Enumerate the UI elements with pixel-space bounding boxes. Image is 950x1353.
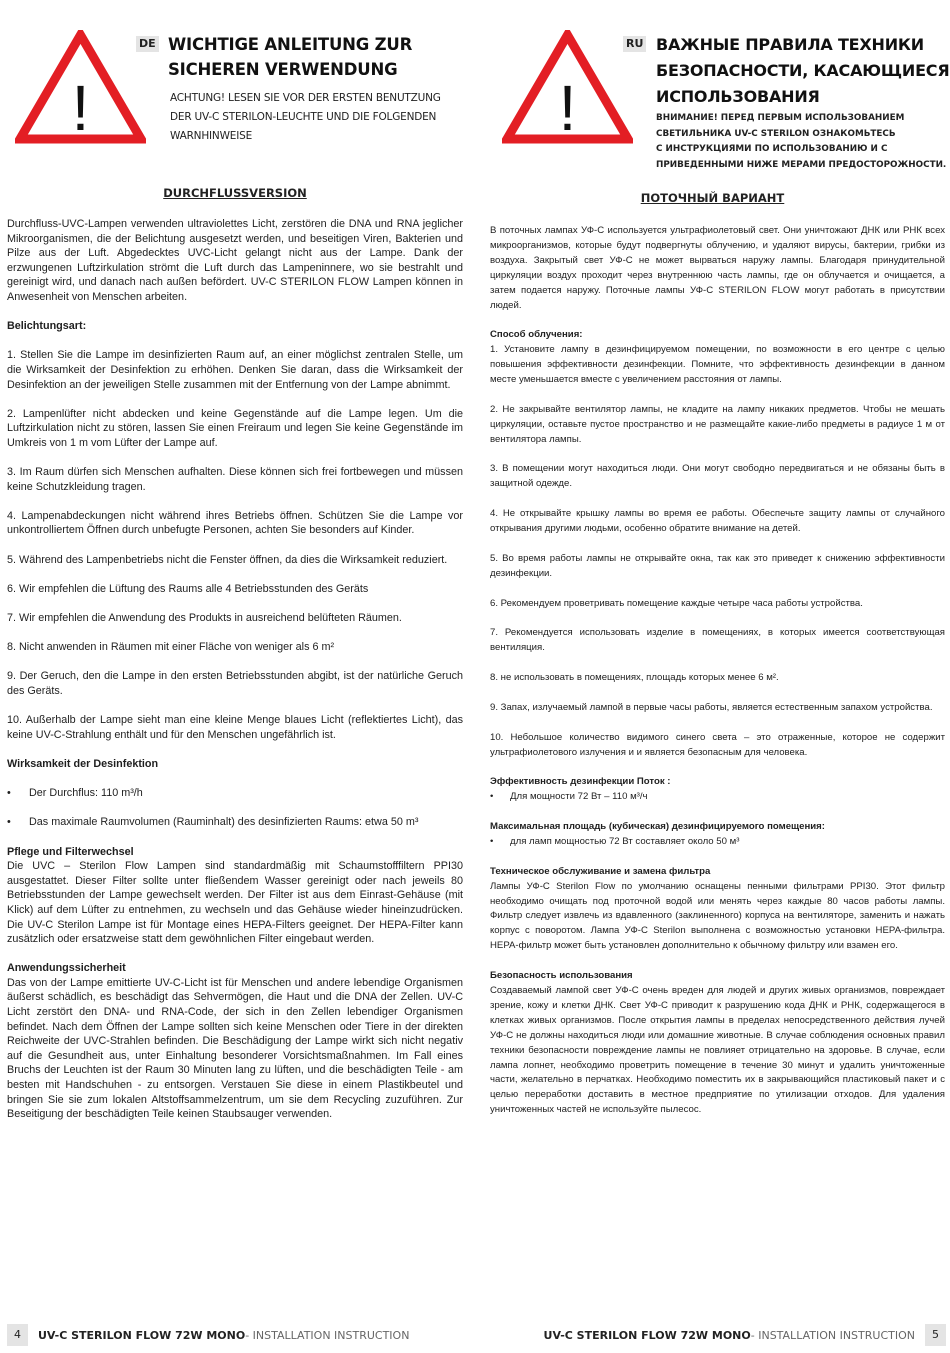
care-heading: Техническое обслуживание и замена фильтра: [490, 865, 711, 877]
care-heading: Pflege und Filterwechsel: [7, 845, 134, 858]
instruction-item: 10. Небольшое количество видимого синего света – это отраженные, которое не содержит ультрафиолетового излучения и и является безопасным для человека.: [490, 731, 945, 758]
efficiency-bullet: • Der Durchflus: 110 m³/h: [7, 786, 463, 801]
safety-heading: Anwendungssicherheit: [7, 962, 126, 975]
title-line: БЕЗОПАСНОСТИ, КАСАЮЩИЕСЯ: [656, 61, 950, 80]
warning-subtitle-de: [170, 89, 441, 146]
intro-paragraph: Durchfluss-UVC-Lampen verwenden ultraviolettes Licht, zerstören die DNA und RNA jeglicher Mikroorganismen, die der Belichtung ausgesetzt werden, und beseitigen Viren, Bakterien und Pilze aus der Luft. Abgedecktes UVC-Licht gelangt nicht aus der Lampe. Dank der erzwungenen Luftzirkulation strömt die Luft durch das Lampeninnere, wo sie bestrahlt und gereinigt wird, und danach nach außen befördert. UV-C STERILON FLOW Lampen können in Anwesenheit von Menschen arbeiten.: [7, 218, 463, 303]
instruction-item: 2. Lampenlüfter nicht abdecken und keine Gegenstände auf die Lampe legen. Um die Luftzirkulation nicht zu stören, lassen Sie einen Freiraum und legen Sie keine Gegenstände im Umkreis von 1 m vom Lüfter der Lampe auf.: [7, 407, 463, 449]
warning-triangle-icon: [15, 30, 146, 144]
instruction-item: 10. Außerhalb der Lampe sieht man eine kleine Menge blaues Licht (reflektiertes Licht), das keine UV-C-Strahlung enthält und für den Menschen ungefährlich ist.: [7, 714, 463, 741]
body-text-de: [7, 217, 463, 1136]
volume-bullet: • Das maximale Raumvolumen (Rauminhalt) des desinfizierten Raums: etwa 50 m³: [7, 815, 463, 830]
footer-suffix: - INSTALLATION INSTRUCTION: [245, 1328, 410, 1342]
subtitle-line: DER UV-C STERILON-LEUCHTE UND DIE FOLGENDEN: [170, 111, 437, 123]
section-heading-ru: ПОТОЧНЫЙ ВАРИАНТ: [640, 191, 785, 205]
subtitle-line: С ИНСТРУКЦИЯМИ ПО ИСПОЛЬЗОВАНИЮ И С: [656, 144, 888, 154]
footer-ru: [544, 1324, 950, 1346]
volume-bullet: • для ламп мощностью 72 Вт составляет около 50 м³: [490, 835, 945, 850]
language-badge-de: DE: [136, 36, 159, 52]
instruction-item: 8. не использовать в помещениях, площадь которых менее 6 м².: [490, 672, 779, 684]
safety-paragraph: Создаваемый лампой свет УФ-С очень вреден для людей и других живых организмов, повреждает зрение, кожу и клетки ДНК. Свет УФ-С приводит к разрушению кода ДНК и РНК, содержащегося в клетках живых организмов. После открытия лампы в пределах непосредственного действия лучей УФ-С не должны находиться люди или домашние животные. В случае соблюдения основных правил техники безопасности повреждение лампы не повлияет отрицательно на здоровье. В случае, если лампа лопнет, необходимо проветрить помещение в течение 30 минут и удалить уничтоженные части, желательно в перчатках. Необходимо поместить их в закрывающийся пластиковый пакет и с целью переработки доставить в местное предприятие по утилизации отходов. Для удаления уничтоженных частей не используйте пылесос.: [490, 985, 945, 1116]
section-heading-de: DURCHFLUSSVERSION: [163, 186, 307, 200]
instruction-item: 8. Nicht anwenden in Räumen mit einer Fläche von weniger als 6 m²: [7, 641, 335, 654]
subtitle-line: ACHTUNG! LESEN SIE VOR DER ERSTEN BENUTZUNG: [170, 92, 441, 104]
instruction-item: 4. Не открывайте крышку лампы во время ее работы. Обеспечьте защиту лампы от случайного открывания другими людьми, особенно обратите внимание на детей.: [490, 508, 945, 535]
title-line: ВАЖНЫЕ ПРАВИЛА ТЕХНИКИ: [656, 35, 924, 54]
instruction-item: 1. Установите лампу в дезинфицируемом помещении, по возможности в его центре с целью повышения эффективности дезинфекции. Помните, что эффективность дезинфекции в данном месте уменьшается вместе с увеличением расстояния от лампы.: [490, 344, 945, 386]
subtitle-line: ПРИВЕДЕННЫМИ НИЖЕ МЕРАМИ ПРЕДОСТОРОЖНОСТИ.: [656, 159, 947, 170]
page-title-ru: [656, 32, 949, 110]
instruction-item: 7. Wir empfehlen die Anwendung des Produkts in ausreichend belüfteten Räumen.: [7, 612, 402, 625]
subtitle-line: ВНИМАНИЕ! ПЕРЕД ПЕРВЫМ ИСПОЛЬЗОВАНИЕМ: [656, 113, 905, 123]
page-number: 4: [7, 1324, 28, 1346]
warning-subtitle-ru: [656, 111, 946, 173]
exposure-heading: Belichtungsart:: [7, 320, 87, 333]
instruction-item: 5. Während des Lampenbetriebs nicht die Fenster öffnen, da dies die Wirksamkeit reduziert.: [7, 553, 448, 566]
subtitle-line: WARNHINWEISE: [170, 130, 252, 142]
footer-product: UV-C STERILON FLOW 72W MONO: [38, 1328, 246, 1342]
area-heading: Максимальная площадь (кубическая) дезинфицируемого помещения:: [490, 821, 825, 833]
svg-text:!: !: [71, 72, 90, 144]
subtitle-line: СВЕТИЛЬНИКА UV-C STERILON ОЗНАКОМЬТЕСЬ: [656, 128, 896, 139]
warning-triangle-icon: [502, 30, 633, 144]
language-badge-ru: RU: [623, 36, 646, 52]
footer-suffix: - INSTALLATION INSTRUCTION: [750, 1328, 915, 1342]
footer-product: UV-C STERILON FLOW 72W MONO: [543, 1328, 751, 1342]
exposure-heading: Способ облучения:: [490, 329, 583, 341]
title-line: WICHTIGE ANLEITUNG ZUR: [168, 35, 413, 54]
instruction-item: 7. Рекомендуется использовать изделие в помещениях, в которых имеется соответствующая вентиляция.: [490, 627, 945, 654]
instruction-item: 1. Stellen Sie die Lampe im desinfizierten Raum auf, an einer möglichst zentralen Stelle, um die Wirksamkeit der Desinfektion zu erhöhen. Denken Sie daran, dass die Wirksamkeit der Desinfektion an der jeweiligen Stelle zusammen mit der Entfernung von der Lampe abnimmt.: [7, 349, 463, 391]
efficiency-bullet: • Для мощности 72 Вт – 110 м³/ч: [490, 790, 945, 805]
instruction-item: 3. Im Raum dürfen sich Menschen aufhalten. Diese können sich frei fortbewegen und müssen keine Schutzkleidung tragen.: [7, 466, 463, 493]
footer-de: [7, 1324, 409, 1346]
instruction-item: 5. Во время работы лампы не открывайте окна, так как это приведет к снижению эффективности дезинфекции.: [490, 552, 945, 579]
instruction-item: 9. Der Geruch, den die Lampe in den ersten Betriebsstunden abgibt, ist der natürliche Geruch des Geräts.: [7, 670, 463, 697]
instruction-item: 4. Lampenabdeckungen nicht während ihres Betriebs öffnen. Schützen Sie die Lampe vor unkontrolliertem Öffnen durch unbefugte Personen, achten Sie besonders auf Kinder.: [7, 509, 463, 537]
instruction-item: 6. Wir empfehlen die Lüftung des Raums alle 4 Betriebsstunden des Geräts: [7, 582, 369, 595]
page-title-de: [168, 32, 412, 82]
title-line: ИСПОЛЬЗОВАНИЯ: [656, 87, 820, 106]
efficiency-heading: Эффективность дезинфекции Поток :: [490, 776, 671, 788]
efficiency-heading: Wirksamkeit der Desinfektion: [7, 757, 159, 770]
intro-paragraph: В поточных лампах УФ-С используется ультрафиолетовый свет. Они уничтожают ДНК или РНК всех микроорганизмов, которые будут подвергнуты облучению, и удаляют вирусы, бактерии, грибки из воздуха. Закрытый свет УФ-С не может вырваться наружу лампы. Благодаря принудительной циркуляции воздух проходит через внутреннюю часть лампы, где он облучается и очищается, а затем подается наружу. Поточные лампы УФ-С STERILON FLOW могут работать в присутствии людей.: [490, 225, 945, 311]
safety-heading: Безопасность использования: [490, 970, 633, 982]
page-number: 5: [925, 1324, 946, 1346]
safety-paragraph: Das von der Lampe emittierte UV-C-Licht ist für Menschen und andere lebendige Organismen äußerst schädlich, es beschädigt das Sehvermögen, die Haut und die DNA der Zellen. UV-C Licht zerstört den DNA- und RNA-Code, der sich in den Zellen lebendiger Organismen befindet. Nach dem Öffnen der Lampe sollten sich keine Menschen oder Tiere in der direkten Reichweite der UVC-Strahlen befinden. Die Beschädigung der Lampe wirkt sich nicht negativ auf die Gesundheit aus, unter Einhaltung besonderer Vorsichtsmaßnahmen. Im Fall eines Bruchs der Leuchten ist der Raum 30 Minuten lang zu lüften, und die beschädigten Teile - am besten mit Handschuhen - zu entsorgen. Verstauen Sie diese in einem Plastikbeutel und bringen Sie sie zum lokalen Altstoffsammelzentrum, um sie dem Recycling zuzuführen. Zur Beseitigung der beschädigten Teile keinen Staubsauger verwenden.: [7, 976, 463, 1121]
instruction-item: 6. Рекомендуем проветривать помещение каждые четыре часа работы устройства.: [490, 597, 863, 609]
care-paragraph: Лампы УФ-С Sterilon Flow по умолчанию оснащены пенными фильтрами PPI30. Этот фильтр необходимо очищать под проточной водой или менять через каждые 80 часов работы лампы. Фильтр следует извлечь из вдавленного (заклиненного) корпуса на вентиляторе, заменить и нажать корпус с поворотом. Лампа УФ-С Sterilon выполнена с возможностью установки HEPA-фильтра. HEPA-фильтр может быть установлен дополнительно к обычному фильтру или взамен его.: [490, 880, 945, 952]
title-line: SICHEREN VERWENDUNG: [168, 60, 398, 79]
body-text-ru: [490, 224, 945, 1133]
svg-text:!: !: [558, 72, 577, 144]
care-paragraph: Die UVC – Sterilon Flow Lampen sind standardmäßig mit Schaumstofffiltern PPI30 ausgestattet. Dieser Filter sollte unter fließendem Wasser gereinigt oder nach jeweils 80 Betriebsstunden der Lampe gewechselt werden. Der Filter ist aus dem Einrast-Gehäuse (mit Klick) auf dem Lüfter zu entnehmen, zu wechseln und das Gehäuse wieder hineinzudrücken. Die UV-C Sterilon Lampe ist für Montage eines HEPA-Filters geeignet. Der HEPA-Filter kann zusätzlich oder ersatzweise statt dem gewöhnlichen Filter eingebaut werden.: [7, 860, 463, 946]
instruction-item: 3. В помещении могут находиться люди. Они могут свободно передвигаться и не обязаны быть в защитной одежде.: [490, 463, 945, 490]
instruction-item: 2. Не закрывайте вентилятор лампы, не кладите на лампу никаких предметов. Чтобы не мешать циркуляции, оставьте пустое пространство и не размещайте какие-либо предметы в радиусе 1 м от вентилятора лампы.: [490, 403, 945, 445]
instruction-item: 9. Запах, излучаемый лампой в первые часы работы, является естественным запахом устройства.: [490, 701, 933, 713]
